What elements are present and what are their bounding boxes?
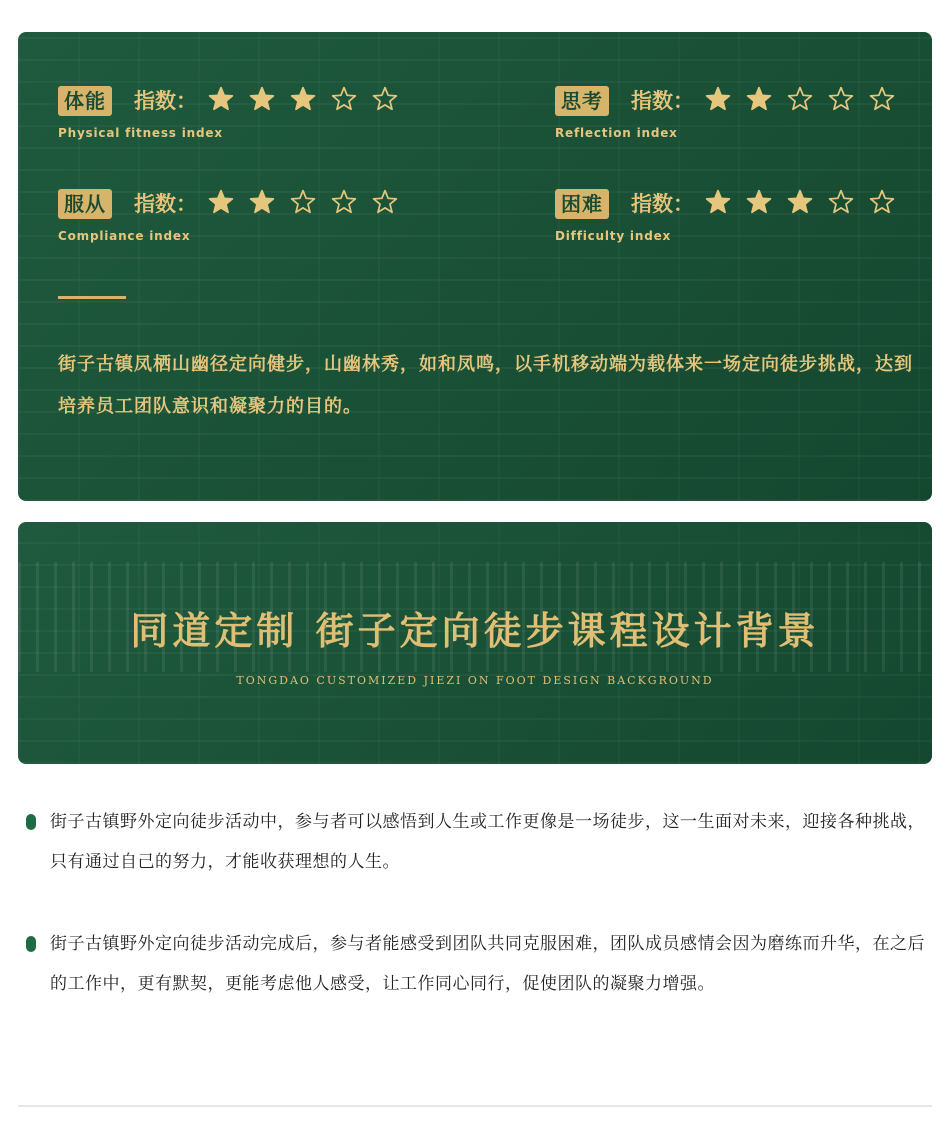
bullet-text: 街子古镇野外定向徒步活动中，参与者可以感悟到人生或工作更像是一场徒步，这一生面对未来，迎接各种挑战，只有通过自己的努力，才能收获理想的人生。 <box>50 812 925 872</box>
index-label: 指数： <box>134 89 197 113</box>
star-filled-icon <box>290 86 316 112</box>
index-subtitle: Compliance index <box>58 229 191 243</box>
star-filled-icon <box>746 189 772 215</box>
star-filled-icon <box>746 86 772 112</box>
index-physical <box>58 86 458 146</box>
star-empty-icon <box>331 189 357 215</box>
star-empty-icon <box>290 189 316 215</box>
index-compliance <box>58 189 458 249</box>
star-filled-icon <box>249 189 275 215</box>
star-filled-icon <box>705 189 731 215</box>
index-reflection <box>555 86 925 146</box>
star-rating <box>705 86 910 116</box>
intro-paragraph: 街子古镇凤栖山幽径定向健步，山幽林秀，如和凤鸣，以手机移动端为载体来一场定向徒步挑战，达到培养员工团队意识和凝聚力的目的。 <box>58 354 913 417</box>
index-tag: 思考 <box>555 86 609 116</box>
star-rating <box>208 86 413 116</box>
index-tag: 服从 <box>58 189 112 219</box>
index-label: 指数： <box>631 192 694 216</box>
bullet-marker <box>26 814 36 830</box>
index-difficulty <box>555 189 925 249</box>
star-empty-icon <box>869 189 895 215</box>
star-filled-icon <box>208 86 234 112</box>
gold-divider <box>58 296 126 299</box>
star-filled-icon <box>249 86 275 112</box>
index-tag: 体能 <box>58 86 112 116</box>
index-tag: 困难 <box>555 189 609 219</box>
star-empty-icon <box>372 86 398 112</box>
star-rating <box>208 189 413 219</box>
banner-title: 同道定制 街子定向徒步课程设计背景 <box>130 608 820 653</box>
index-card <box>18 32 932 501</box>
star-empty-icon <box>372 189 398 215</box>
star-filled-icon <box>787 189 813 215</box>
index-label: 指数： <box>134 192 197 216</box>
index-subtitle: Difficulty index <box>555 229 672 243</box>
index-subtitle: Reflection index <box>555 126 678 140</box>
star-empty-icon <box>828 86 854 112</box>
banner-card <box>18 522 932 764</box>
index-subtitle: Physical fitness index <box>58 126 223 140</box>
bottom-divider <box>18 1105 932 1107</box>
star-empty-icon <box>869 86 895 112</box>
star-empty-icon <box>828 189 854 215</box>
star-empty-icon <box>787 86 813 112</box>
banner-subtitle: TONGDAO CUSTOMIZED JIEZI ON FOOT DESIGN BACKGROUND <box>236 674 714 687</box>
bullet-marker <box>26 936 36 952</box>
star-filled-icon <box>705 86 731 112</box>
star-filled-icon <box>208 189 234 215</box>
bullet-text: 街子古镇野外定向徒步活动完成后，参与者能感受到团队共同克服困难，团队成员感情会因为磨练而升华，在之后的工作中，更有默契，更能考虑他人感受，让工作同心同行，促使团队的凝聚力增强。 <box>50 934 925 994</box>
index-label: 指数： <box>631 89 694 113</box>
star-empty-icon <box>331 86 357 112</box>
star-rating <box>705 189 910 219</box>
